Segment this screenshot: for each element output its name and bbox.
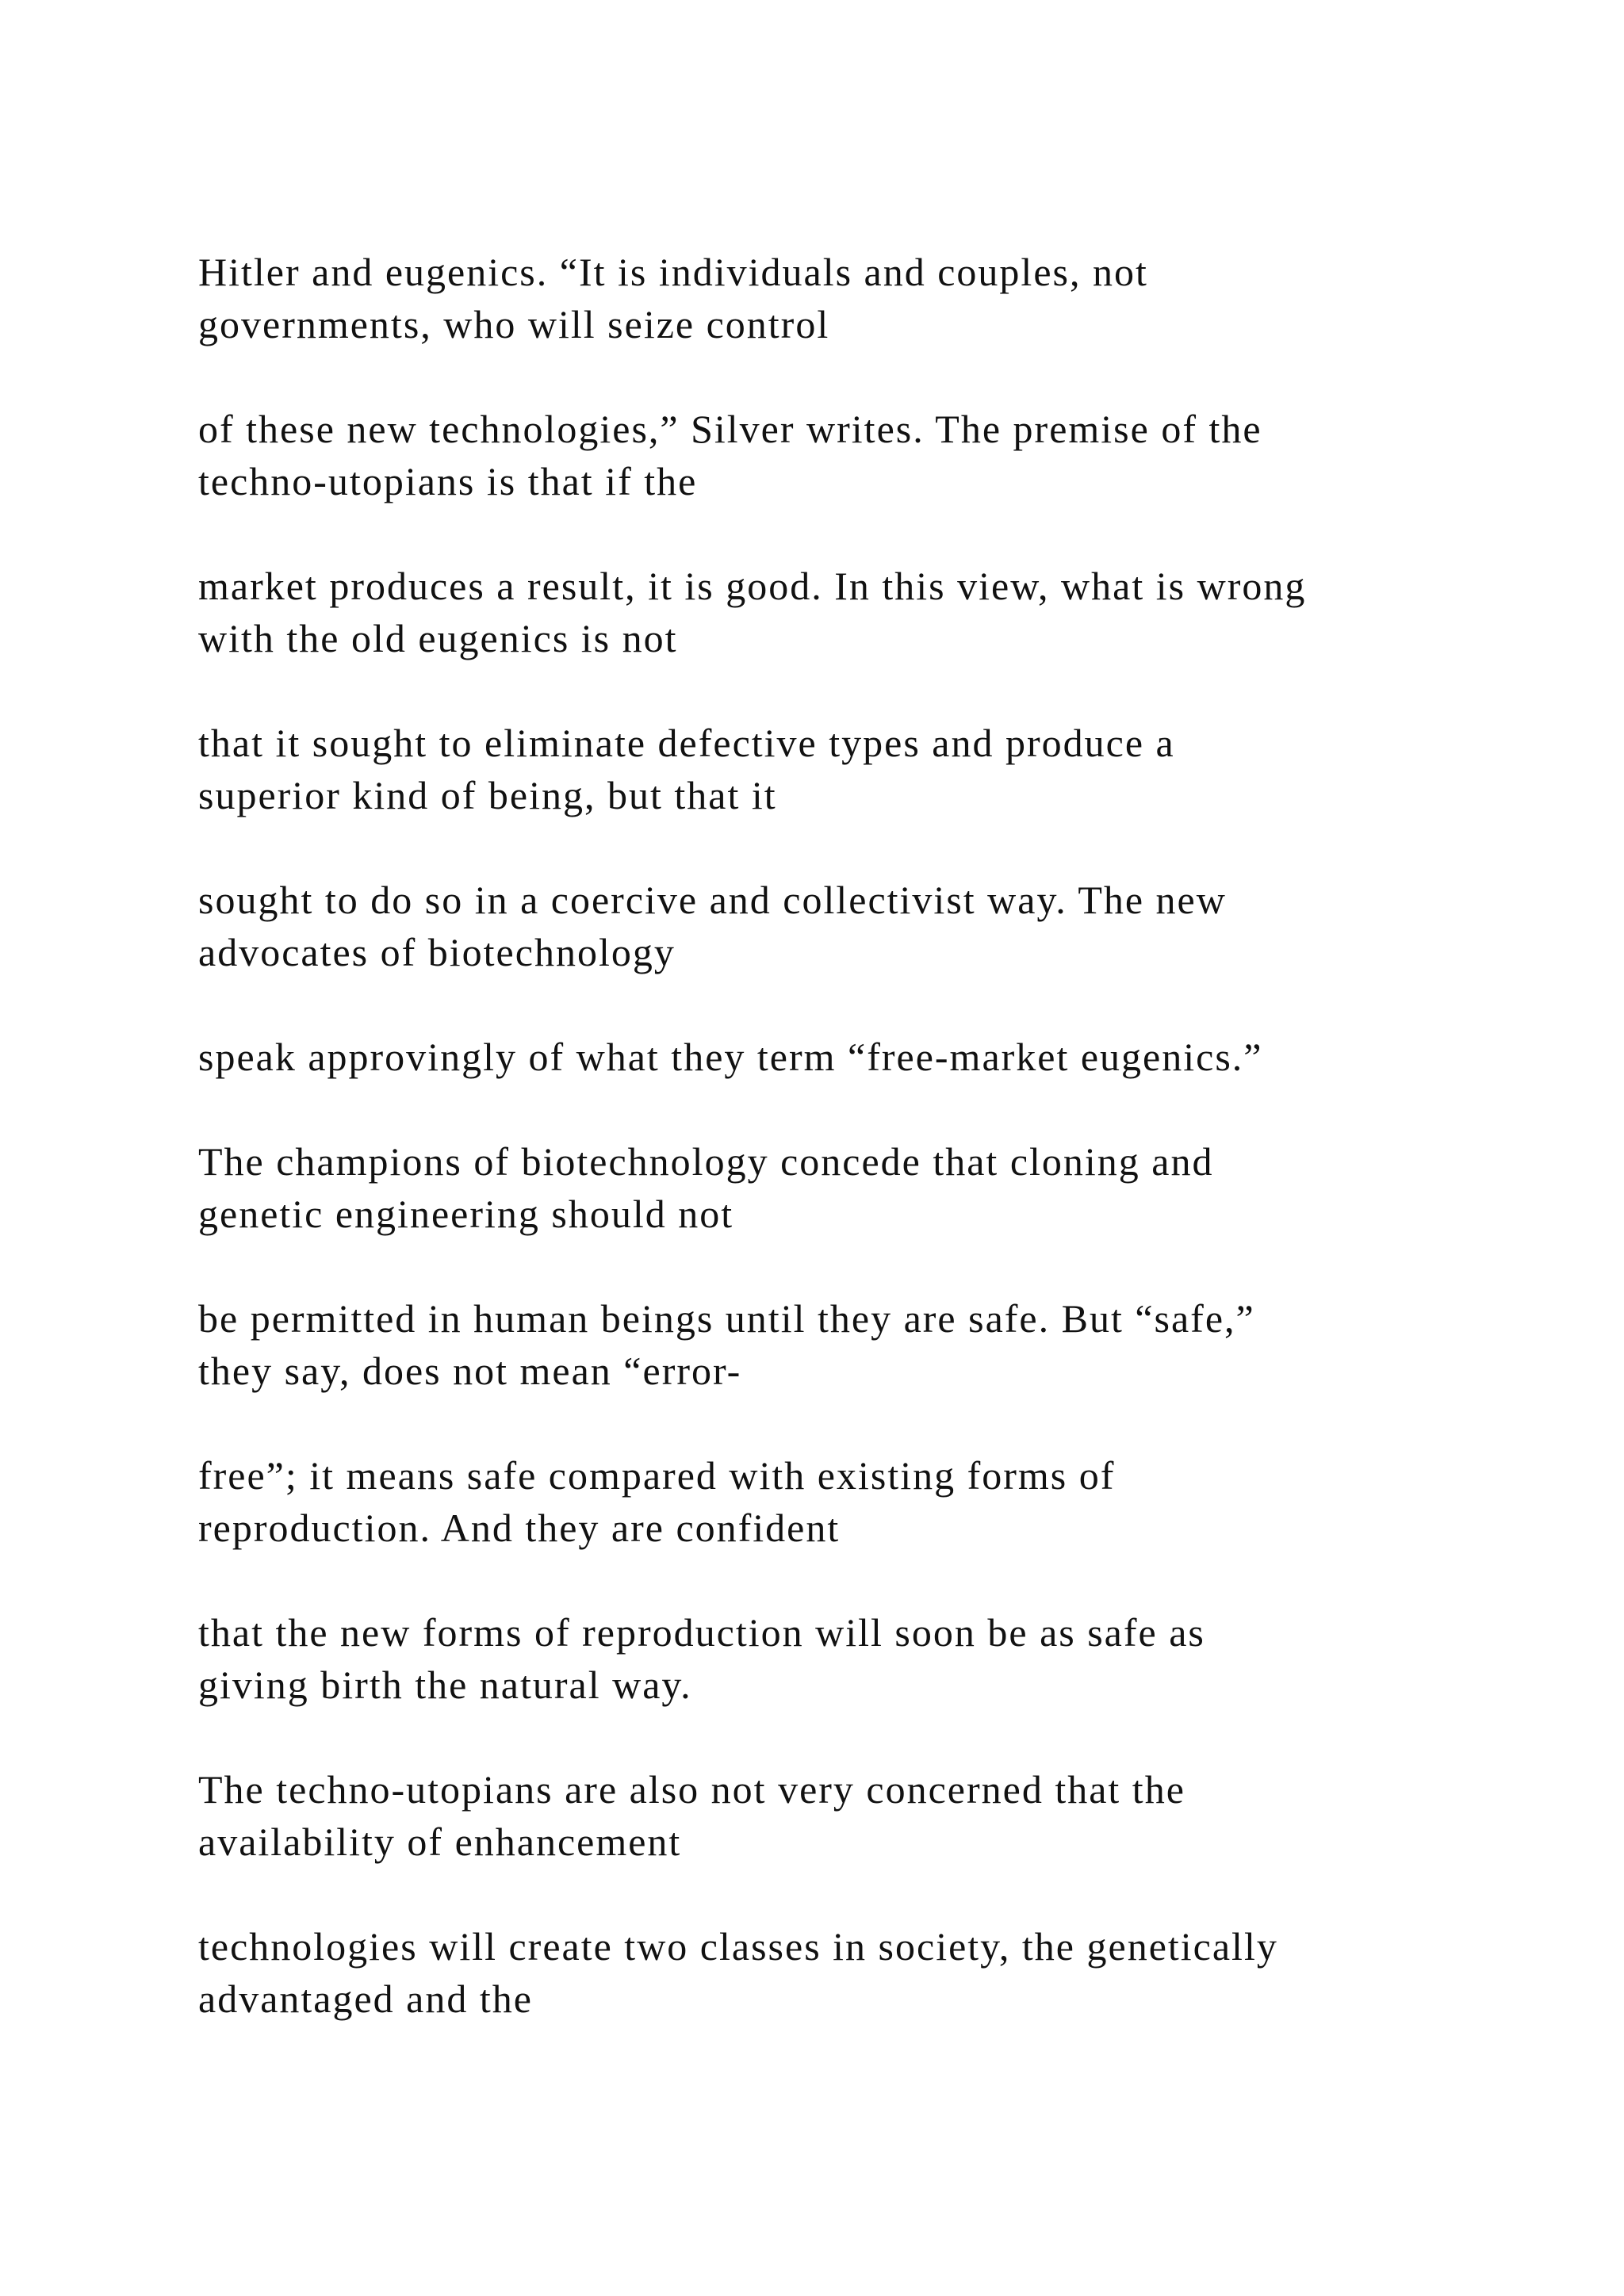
text-line: genetic engineering should not [198,1192,734,1236]
paragraph-9 [198,1449,1467,1554]
paragraph-3 [198,560,1467,664]
text-line: The techno-utopians are also not very concerned that the [198,1767,1185,1812]
text-line: reproduction. And they are confident [198,1506,841,1550]
text-line: availability of enhancement [198,1820,682,1864]
text-line: market produces a result, it is good. In this view, what is wrong [198,564,1307,608]
paragraph-8 [198,1292,1467,1397]
paragraph-10 [198,1606,1467,1711]
text-line: that it sought to eliminate defective types and produce a [198,721,1175,765]
text-line: The champions of biotechnology concede that cloning and [198,1139,1214,1184]
text-line: of these new technologies,” Silver writes. The premise of the [198,407,1262,451]
text-line: speak approvingly of what they term “free-market eugenics.” [198,1035,1263,1079]
paragraph-7 [198,1135,1467,1240]
text-line: advantaged and the [198,1976,533,2021]
body-text [198,246,1467,2077]
paragraph-11 [198,1763,1467,1868]
text-line: superior kind of being, but that it [198,773,777,817]
text-line: Hitler and eugenics. “It is individuals and couples, not [198,250,1148,294]
text-line: they say, does not mean “error- [198,1349,742,1393]
paragraph-2 [198,403,1467,507]
text-line: giving birth the natural way. [198,1663,692,1707]
text-line: be permitted in human beings until they are safe. But “safe,” [198,1296,1255,1341]
text-line: advocates of biotechnology [198,930,676,974]
text-line: governments, who will seize control [198,302,830,346]
paragraph-6 [198,1031,1467,1083]
text-line: sought to do so in a coercive and collectivist way. The new [198,878,1227,922]
text-line: free”; it means safe compared with existing forms of [198,1453,1116,1498]
text-line: technologies will create two classes in society, the genetically [198,1924,1278,1969]
paragraph-5 [198,874,1467,978]
text-line: techno-utopians is that if the [198,459,698,503]
paragraph-1 [198,246,1467,350]
text-line: that the new forms of reproduction will soon be as safe as [198,1610,1205,1655]
paragraph-12 [198,1920,1467,2025]
text-line: with the old eugenics is not [198,616,678,660]
paragraph-4 [198,717,1467,821]
